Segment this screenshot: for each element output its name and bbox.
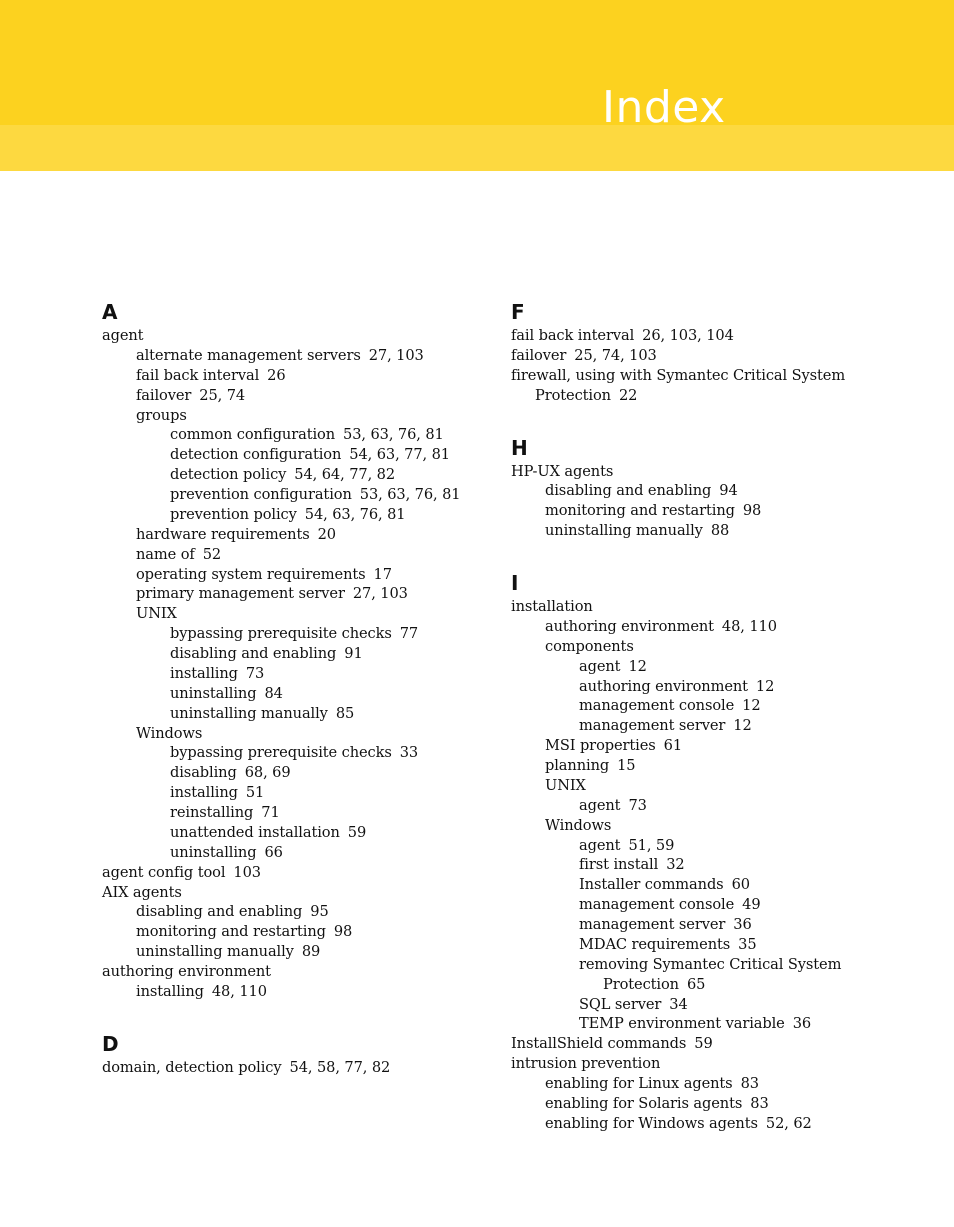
entry-term: AIX agents <box>102 883 182 901</box>
entry-term: UNIX <box>545 776 586 794</box>
index-section <box>511 298 931 406</box>
entry-term: disabling and enabling <box>170 645 337 662</box>
entry-term: management console <box>579 697 735 715</box>
index-entry <box>102 465 482 485</box>
index-entry <box>511 1014 931 1034</box>
index-entry <box>102 326 482 346</box>
entry-term: Windows <box>545 816 612 834</box>
entry-term: HP-UX agents <box>511 462 614 480</box>
index-entry <box>511 915 931 935</box>
entry-page-numbers[interactable]: 34 <box>669 995 688 1013</box>
entry-term: disabling and enabling <box>136 903 303 921</box>
index-entry <box>102 425 482 445</box>
index-entry <box>511 756 931 776</box>
entry-term: monitoring and restarting <box>545 502 735 520</box>
entry-page-numbers[interactable]: 12 <box>628 657 647 675</box>
index-entry <box>102 684 482 704</box>
index-entry <box>102 485 482 505</box>
entry-term: uninstalling manually <box>545 522 703 540</box>
entry-term: domain, detection policy <box>102 1058 282 1076</box>
index-entry <box>511 677 931 697</box>
entry-term: removing Symantec Critical System <box>579 955 842 973</box>
entry-term: uninstalling <box>170 684 257 702</box>
index-entry <box>102 863 482 883</box>
index-section <box>511 569 931 1134</box>
entry-page-numbers[interactable]: 33 <box>399 744 419 762</box>
index-entry-list <box>511 462 931 542</box>
entry-term: reinstalling <box>170 804 254 821</box>
index-entry <box>102 942 482 962</box>
entry-page-numbers[interactable]: 36 <box>792 1015 812 1033</box>
entry-term: failover <box>511 346 567 364</box>
entry-term: first install <box>579 856 659 874</box>
entry-page-numbers[interactable]: 85 <box>335 704 355 722</box>
index-entry <box>102 743 482 763</box>
entry-page-numbers[interactable]: 27, 103 <box>352 585 408 603</box>
index-column-right <box>511 298 931 1134</box>
entry-term: UNIX <box>136 605 177 623</box>
entry-page-numbers[interactable]: 88 <box>710 522 730 540</box>
index-entry <box>102 763 482 783</box>
entry-page-numbers[interactable]: 73 <box>628 796 647 814</box>
index-entry <box>511 326 931 346</box>
entry-term: agent <box>102 327 144 344</box>
index-entry <box>102 982 482 1002</box>
index-entry <box>511 995 931 1015</box>
entry-page-numbers[interactable]: 53, 63, 76, 81 <box>343 426 444 444</box>
index-entry <box>102 604 482 624</box>
entry-term: uninstalling manually <box>136 943 294 961</box>
index-entry-list <box>102 326 482 1002</box>
entry-term: enabling for Linux agents <box>545 1075 733 1092</box>
entry-term: name of <box>136 545 195 563</box>
entry-term: agent config tool <box>102 863 226 881</box>
entry-term: SQL server <box>579 995 662 1013</box>
index-entry <box>511 521 931 541</box>
entry-page-numbers[interactable]: 25, 74 <box>199 386 246 404</box>
index-entry <box>511 696 931 716</box>
index-entry-continuation <box>511 386 931 406</box>
entry-term: Windows <box>136 724 203 742</box>
index-section <box>511 434 931 542</box>
section-letter: H <box>511 435 528 460</box>
entry-term: MDAC requirements <box>579 935 731 953</box>
entry-page-numbers[interactable]: 94 <box>719 482 738 500</box>
entry-term: Protection <box>603 975 679 993</box>
section-spacer <box>511 406 931 434</box>
index-entry <box>511 816 931 836</box>
entry-term: installing <box>170 664 238 682</box>
section-letter: F <box>511 300 525 324</box>
entry-page-numbers[interactable]: 95 <box>310 903 329 921</box>
index-entry <box>511 796 931 816</box>
entry-term: alternate management servers <box>136 346 361 364</box>
entry-page-numbers[interactable]: 25, 74, 103 <box>574 346 657 364</box>
index-entry <box>511 1114 931 1134</box>
index-entry <box>511 1034 931 1054</box>
index-entry <box>102 883 482 903</box>
entry-page-numbers[interactable]: 54, 64, 77, 82 <box>294 466 396 484</box>
index-entry <box>102 704 482 724</box>
entry-page-numbers[interactable]: 54, 63, 76, 81 <box>304 505 406 523</box>
index-entry <box>511 955 931 975</box>
entry-page-numbers[interactable]: 77 <box>399 625 419 643</box>
index-entry <box>102 346 482 366</box>
index-entry <box>102 545 482 565</box>
entry-term: prevention configuration <box>170 486 352 503</box>
entry-page-numbers[interactable]: 22 <box>618 386 638 404</box>
index-entry <box>511 597 931 617</box>
entry-page-numbers[interactable]: 83 <box>740 1075 759 1092</box>
index-entry <box>102 843 482 863</box>
index-entry <box>511 462 931 482</box>
entry-page-numbers[interactable]: 27, 103 <box>368 346 424 364</box>
entry-term: management console <box>579 896 735 914</box>
index-entry-continuation <box>511 975 931 995</box>
index-entry <box>102 386 482 406</box>
entry-page-numbers[interactable]: 89 <box>301 943 321 961</box>
entry-term: authoring environment <box>545 617 714 635</box>
index-entry <box>102 823 482 843</box>
header-banner <box>0 0 954 125</box>
entry-term: TEMP environment variable <box>579 1015 785 1033</box>
entry-page-numbers[interactable]: 59 <box>347 823 367 841</box>
entry-term: primary management server <box>136 585 345 603</box>
entry-term: agent <box>579 836 621 854</box>
entry-term: firewall, using with Symantec Critical System <box>511 366 846 384</box>
entry-page-numbers[interactable]: 60 <box>731 876 750 894</box>
index-entry <box>511 935 931 955</box>
index-entry <box>511 346 931 366</box>
entry-page-numbers[interactable]: 36 <box>733 916 752 933</box>
entry-term: management server <box>579 717 726 735</box>
entry-page-numbers[interactable]: 98 <box>742 502 762 520</box>
entry-term: installing <box>136 982 204 1000</box>
entry-term: MSI properties <box>545 737 656 755</box>
section-letter: I <box>511 571 519 595</box>
entry-term: authoring environment <box>579 677 748 695</box>
section-letter: A <box>102 300 118 324</box>
entry-page-numbers[interactable]: 83 <box>750 1094 769 1112</box>
entry-term: Installer commands <box>579 876 724 894</box>
entry-page-numbers[interactable]: 49 <box>742 896 761 914</box>
entry-term: common configuration <box>170 426 336 444</box>
index-entry <box>102 644 482 664</box>
entry-page-numbers[interactable]: 52, 62 <box>765 1114 812 1132</box>
index-entry <box>511 736 931 756</box>
section-letter: D <box>102 1031 119 1056</box>
entry-page-numbers[interactable]: 32 <box>666 856 685 874</box>
index-entry <box>511 501 931 521</box>
index-entry <box>511 637 931 657</box>
entry-page-numbers[interactable]: 20 <box>317 525 336 543</box>
entry-page-numbers[interactable]: 84 <box>264 684 283 702</box>
index-entry <box>102 584 482 604</box>
index-entry <box>102 783 482 803</box>
index-entry <box>102 1058 482 1078</box>
entry-term: bypassing prerequisite checks <box>170 625 392 643</box>
entry-page-numbers[interactable]: 15 <box>617 757 636 774</box>
entry-term: InstallShield commands <box>511 1035 687 1053</box>
entry-page-numbers[interactable]: 26, 103, 104 <box>642 327 734 344</box>
entry-page-numbers[interactable]: 48, 110 <box>211 982 267 1000</box>
index-section <box>102 1030 482 1078</box>
index-section <box>102 298 482 1002</box>
index-entry-list <box>511 597 931 1134</box>
entry-term: installation <box>511 598 593 615</box>
entry-term: components <box>545 637 634 655</box>
entry-page-numbers[interactable]: 66 <box>264 843 283 861</box>
entry-term: enabling for Solaris agents <box>545 1094 743 1112</box>
index-entry <box>511 1094 931 1114</box>
entry-page-numbers[interactable]: 68, 69 <box>244 764 291 782</box>
entry-term: intrusion prevention <box>511 1055 661 1073</box>
entry-page-numbers[interactable]: 61 <box>663 737 683 755</box>
index-entry <box>511 1054 931 1074</box>
entry-term: disabling <box>170 764 237 782</box>
index-column-left <box>102 298 482 1078</box>
entry-term: agent <box>579 657 621 675</box>
entry-term: fail back interval <box>136 366 260 384</box>
entry-term: detection configuration <box>170 446 342 464</box>
index-entry <box>102 624 482 644</box>
index-entry <box>102 664 482 684</box>
entry-page-numbers[interactable]: 48, 110 <box>721 617 777 635</box>
entry-term: fail back interval <box>511 327 635 344</box>
entry-term: Protection <box>535 386 611 404</box>
entry-term: installing <box>170 784 238 802</box>
entry-page-numbers[interactable]: 12 <box>742 697 761 715</box>
entry-term: authoring environment <box>102 963 271 980</box>
index-entry <box>102 962 482 982</box>
index-entry <box>511 895 931 915</box>
entry-page-numbers[interactable]: 65 <box>686 975 706 993</box>
index-entry <box>102 366 482 386</box>
index-entry <box>511 366 931 386</box>
index-entry <box>102 445 482 465</box>
entry-term: planning <box>545 757 610 774</box>
entry-term: unattended installation <box>170 823 340 841</box>
entry-page-numbers[interactable]: 12 <box>733 717 752 735</box>
entry-term: uninstalling <box>170 843 257 861</box>
entry-term: prevention policy <box>170 505 297 523</box>
entry-term: management server <box>579 916 726 933</box>
entry-page-numbers[interactable]: 51, 59 <box>628 836 675 854</box>
index-entry <box>102 922 482 942</box>
entry-page-numbers[interactable]: 71 <box>261 804 280 821</box>
entry-term: uninstalling manually <box>170 704 328 722</box>
entry-term: bypassing prerequisite checks <box>170 744 392 762</box>
entry-page-numbers[interactable]: 59 <box>694 1035 713 1053</box>
index-entry <box>511 617 931 637</box>
entry-term: agent <box>579 796 621 814</box>
entry-page-numbers[interactable]: 51 <box>245 784 265 802</box>
index-entry <box>511 855 931 875</box>
entry-page-numbers[interactable]: 17 <box>373 565 392 583</box>
index-entry <box>102 565 482 585</box>
entry-page-numbers[interactable]: 103 <box>233 863 261 881</box>
index-entry <box>511 716 931 736</box>
entry-page-numbers[interactable]: 35 <box>738 935 757 953</box>
entry-term: enabling for Windows agents <box>545 1114 758 1132</box>
section-spacer <box>102 1002 482 1030</box>
entry-page-numbers[interactable]: 26 <box>267 366 286 384</box>
section-spacer <box>511 541 931 569</box>
index-entry <box>102 724 482 744</box>
index-entry <box>102 902 482 922</box>
entry-term: hardware requirements <box>136 525 310 543</box>
entry-page-numbers[interactable]: 98 <box>333 923 353 941</box>
entry-page-numbers[interactable]: 91 <box>344 645 363 662</box>
index-entry <box>102 406 482 426</box>
index-entry-list <box>102 1058 482 1078</box>
index-entry <box>102 505 482 525</box>
index-entry <box>102 525 482 545</box>
header-banner-stripe <box>0 125 954 171</box>
entry-page-numbers[interactable]: 54, 63, 77, 81 <box>349 446 450 464</box>
entry-term: groups <box>136 406 187 424</box>
page-title: Index <box>602 82 726 133</box>
entry-term: monitoring and restarting <box>136 923 326 941</box>
index-entry <box>511 1074 931 1094</box>
index-entry <box>511 481 931 501</box>
index-entry <box>511 657 931 677</box>
entry-page-numbers[interactable]: 54, 58, 77, 82 <box>289 1058 391 1076</box>
entry-term: disabling and enabling <box>545 482 712 500</box>
index-entry <box>102 803 482 823</box>
index-entry-list <box>511 326 931 406</box>
entry-term: detection policy <box>170 466 287 484</box>
entry-term: failover <box>136 386 192 404</box>
entry-page-numbers[interactable]: 53, 63, 76, 81 <box>359 486 461 503</box>
index-entry <box>511 875 931 895</box>
entry-page-numbers[interactable]: 52 <box>202 545 222 563</box>
entry-page-numbers[interactable]: 12 <box>755 677 775 695</box>
index-entry <box>511 776 931 796</box>
entry-page-numbers[interactable]: 73 <box>245 664 265 682</box>
index-entry <box>511 836 931 856</box>
entry-term: operating system requirements <box>136 565 366 583</box>
